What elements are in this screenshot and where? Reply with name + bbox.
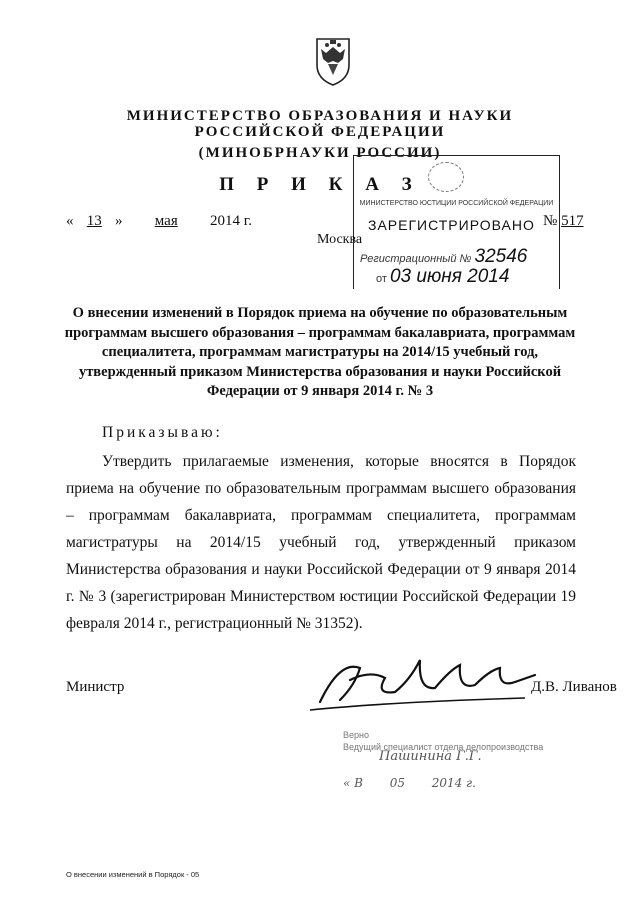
order-number xyxy=(543,213,584,230)
verno-stamp xyxy=(343,729,544,790)
coat-of-arms-emblem xyxy=(311,35,355,87)
footer-file-label: О внесении изменений в Порядок - 05 xyxy=(66,870,200,879)
registration-stamp xyxy=(353,155,560,289)
verno-date-day: В xyxy=(354,776,363,790)
order-body: Утвердить прилагаемые изменения, которые вносятся в Порядок приема на обучение по образовательным программам высшего образования – программам бакалавриата, программам специалитета, программам магистратуры на 2014/15 учебный год, утвержденный приказом Министерства образования и науки Российской Федерации от 9 января 2014 г. № 3 (зарегистрирован Министерством юстиции Российской Федерации 19 февраля 2014 г., регистрационный № 31352). xyxy=(66,453,576,632)
order-title: О внесении изменений в Порядок приема на обучение по образовательным программам высшего образования – программам бакалавриата, программам специалитета, программам магистратуры на 2014/15 учебный год, утвержденный приказом Министерства образования и науки Российской Федерации от 9 января 2014 г. № 3 xyxy=(64,305,576,399)
document-type-title: П Р И К А З xyxy=(219,174,421,195)
verno-position: Ведущий специалист отдела делопроизводства xyxy=(343,742,544,752)
stamp-status: ЗАРЕГИСТРИРОВАНО xyxy=(368,217,535,233)
order-city: Москва xyxy=(317,232,363,247)
order-directive-word: Приказываю: xyxy=(102,424,223,441)
stamp-number-label: Регистрационный № xyxy=(360,253,472,265)
stamp-date-value: 03 июня 2014 xyxy=(389,266,510,287)
ministry-name-line2: РОССИЙСКОЙ ФЕДЕРАЦИИ xyxy=(194,124,446,140)
stamp-ministry: МИНИСТЕРСТВО ЮСТИЦИИ РОССИЙСКОЙ ФЕДЕРАЦИИ xyxy=(359,200,554,207)
date-year: 2014 г. xyxy=(210,213,252,229)
ministry-short-name: (МИНОБРНАУКИ РОССИИ) xyxy=(198,145,442,161)
stamp-number xyxy=(360,246,527,268)
verno-date-month: 05 xyxy=(389,776,405,790)
order-date xyxy=(66,213,252,230)
verno-handwritten-name: Пашинина Г.Г. xyxy=(379,749,482,764)
verno-date xyxy=(343,777,476,789)
date-day: 13 xyxy=(86,213,102,229)
date-month: мая xyxy=(154,213,178,229)
order-number-label: № xyxy=(543,213,558,229)
date-open-quote: « xyxy=(66,213,74,229)
ministry-name-line1: МИНИСТЕРСТВО ОБРАЗОВАНИЯ И НАУКИ xyxy=(126,108,514,124)
verno-date-quote: « xyxy=(343,776,351,790)
stamp-date-label: от xyxy=(376,273,387,285)
stamp-date xyxy=(376,266,509,288)
signatory-position: Министр xyxy=(66,679,125,695)
verno-word: Верно xyxy=(343,730,369,740)
order-number-value: 517 xyxy=(561,213,584,229)
signatory-name: Д.В. Ливанов xyxy=(531,679,617,695)
stamp-number-value: 32546 xyxy=(474,246,528,267)
handwritten-signature xyxy=(300,640,540,715)
stamp-seal-icon xyxy=(428,162,464,192)
date-close-quote: » xyxy=(115,213,123,229)
verno-date-year: 2014 г. xyxy=(431,776,476,790)
